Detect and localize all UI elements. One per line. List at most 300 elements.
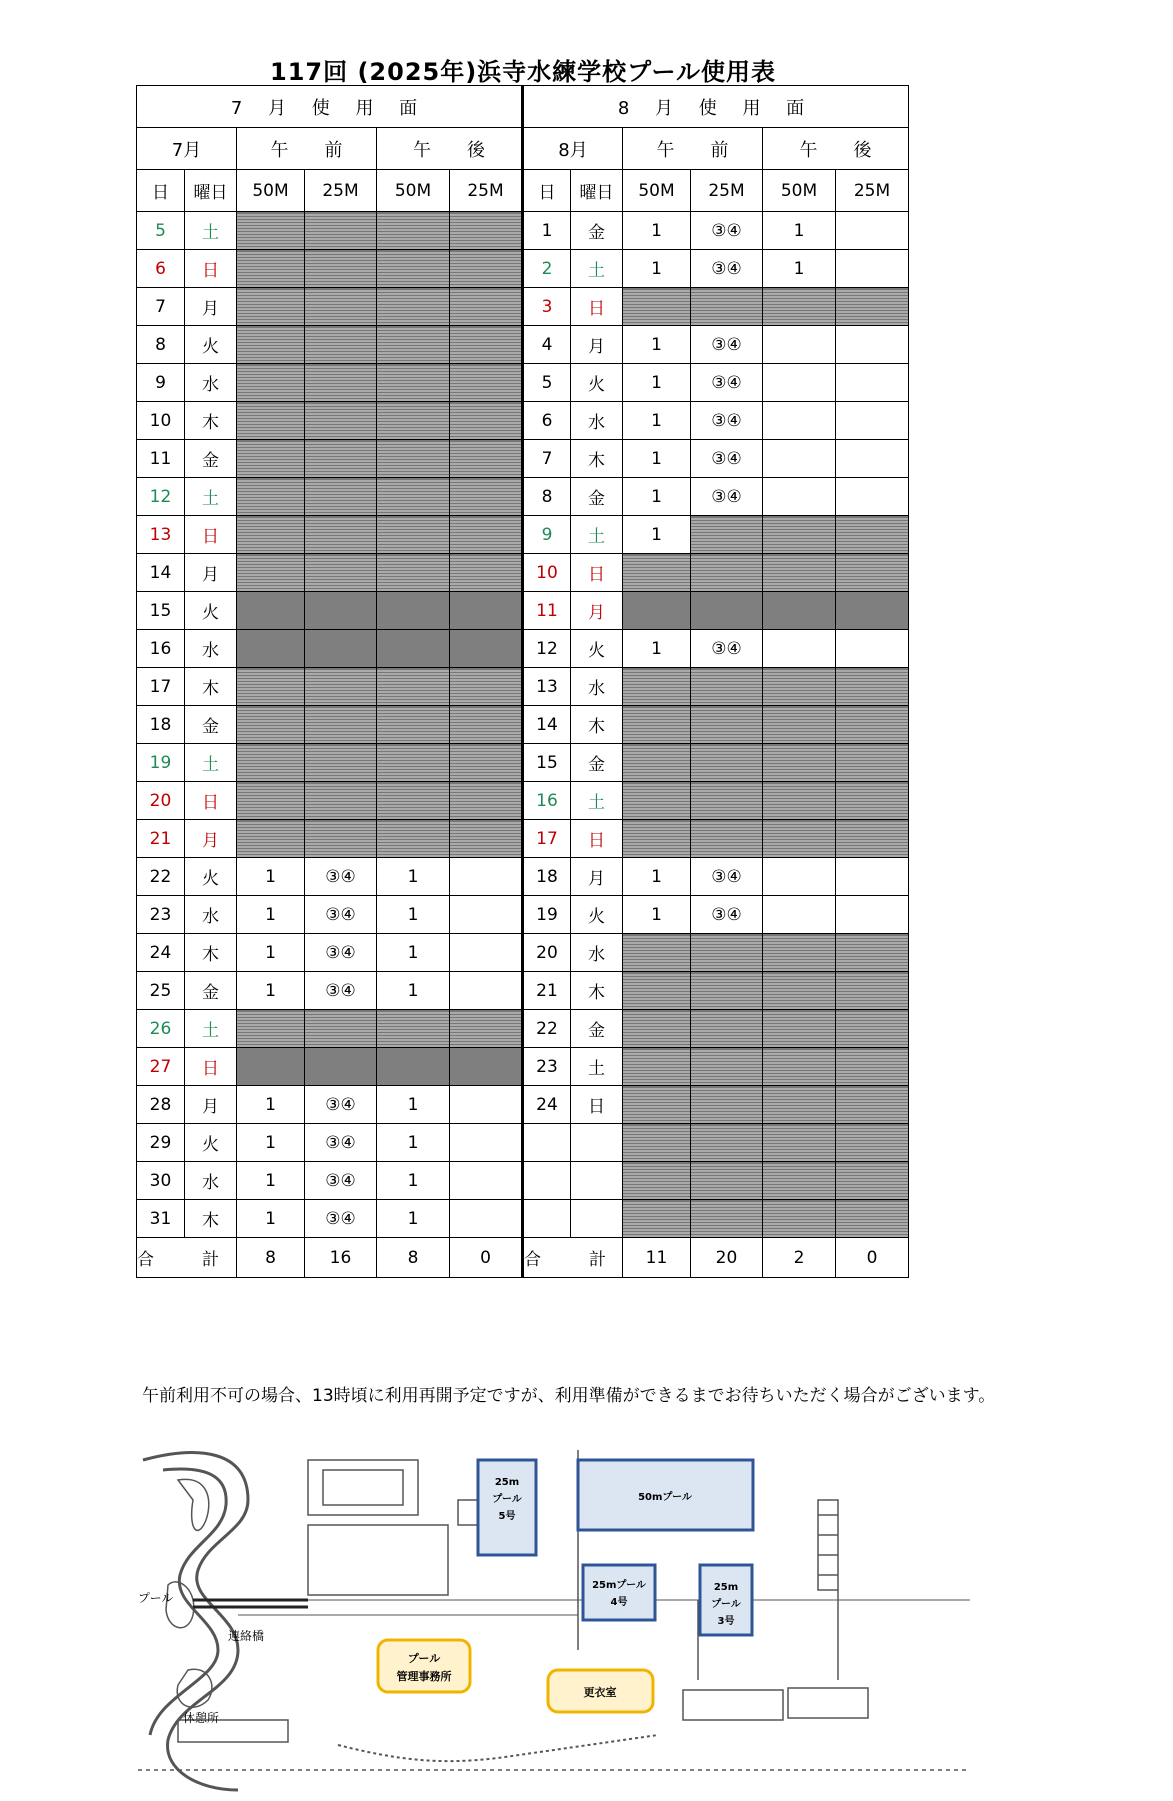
unavailable-cell — [450, 744, 523, 782]
schedule-row — [137, 250, 909, 288]
unavailable-cell — [691, 1010, 763, 1048]
august-weekday: 金 — [571, 478, 623, 516]
august-weekday: 火 — [571, 896, 623, 934]
august-usage-cell: 1 — [623, 402, 691, 440]
august-day: 23 — [523, 1048, 571, 1086]
august-day — [523, 1162, 571, 1200]
unavailable-cell — [623, 744, 691, 782]
unavailable-cell — [305, 478, 377, 516]
unavailable-cell — [836, 1048, 909, 1086]
july-usage-cell: 1 — [237, 972, 305, 1010]
july-day: 25 — [137, 972, 185, 1010]
july-weekday: 土 — [185, 212, 237, 250]
july-day: 26 — [137, 1010, 185, 1048]
totals-label-b: 計 — [589, 1250, 606, 1270]
unavailable-cell — [763, 744, 836, 782]
schedule-row — [137, 782, 909, 820]
unavailable-cell — [237, 516, 305, 554]
unavailable-cell — [623, 1086, 691, 1124]
july-usage-cell: 1 — [377, 858, 450, 896]
july-usage-header: 7 月 使 用 面 — [137, 86, 523, 128]
unavailable-cell — [237, 402, 305, 440]
office-line2: 管理事務所 — [396, 1670, 452, 1683]
unavailable-cell — [377, 212, 450, 250]
unavailable-cell — [691, 744, 763, 782]
july-usage-cell: 1 — [237, 934, 305, 972]
unavailable-cell — [450, 820, 523, 858]
schedule-row — [137, 896, 909, 934]
august-usage-cell: 1 — [623, 896, 691, 934]
july-weekday: 木 — [185, 934, 237, 972]
unavailable-cell — [305, 516, 377, 554]
unavailable-cell — [691, 1086, 763, 1124]
july-weekday: 日 — [185, 516, 237, 554]
schedule-row — [137, 478, 909, 516]
july-weekday: 水 — [185, 1162, 237, 1200]
unavailable-cell — [305, 782, 377, 820]
august-am-header: 午 前 — [623, 128, 763, 170]
july-weekday: 水 — [185, 630, 237, 668]
unavailable-cell — [237, 782, 305, 820]
unavailable-cell — [763, 820, 836, 858]
col-25m-am: 25M — [691, 170, 763, 212]
schedule-row — [137, 364, 909, 402]
schedule-row — [137, 820, 909, 858]
august-weekday: 金 — [571, 1010, 623, 1048]
july-day: 15 — [137, 592, 185, 630]
august-day — [523, 1124, 571, 1162]
closed-cell — [691, 592, 763, 630]
unavailable-cell — [691, 1162, 763, 1200]
august-usage-cell — [836, 402, 909, 440]
closed-cell — [305, 1048, 377, 1086]
august-usage-cell — [836, 896, 909, 934]
closed-cell — [377, 1048, 450, 1086]
unavailable-cell — [237, 250, 305, 288]
august-weekday: 土 — [571, 1048, 623, 1086]
july-day: 21 — [137, 820, 185, 858]
july-total: 8 — [237, 1238, 305, 1278]
unavailable-cell — [305, 820, 377, 858]
august-weekday: 水 — [571, 934, 623, 972]
unavailable-cell — [450, 1010, 523, 1048]
closed-cell — [450, 1048, 523, 1086]
closed-cell — [450, 592, 523, 630]
august-weekday: 日 — [571, 820, 623, 858]
unavailable-cell — [450, 782, 523, 820]
totals-row — [137, 1238, 909, 1278]
august-weekday: 水 — [571, 668, 623, 706]
unavailable-cell — [763, 782, 836, 820]
unavailable-cell — [377, 288, 450, 326]
august-usage-cell — [763, 858, 836, 896]
closed-cell — [305, 592, 377, 630]
schedule-row — [137, 554, 909, 592]
unavailable-cell — [377, 1010, 450, 1048]
unavailable-cell — [237, 440, 305, 478]
august-weekday: 土 — [571, 516, 623, 554]
unavailable-cell — [691, 934, 763, 972]
july-usage-cell: 1 — [377, 1162, 450, 1200]
unavailable-cell — [691, 516, 763, 554]
schedule-row — [137, 402, 909, 440]
august-day: 13 — [523, 668, 571, 706]
unavailable-cell — [836, 744, 909, 782]
july-usage-cell: ③④ — [305, 972, 377, 1010]
unavailable-cell — [691, 782, 763, 820]
unavailable-cell — [305, 1010, 377, 1048]
august-day: 7 — [523, 440, 571, 478]
schedule-row — [137, 1124, 909, 1162]
schedule-row — [137, 744, 909, 782]
august-usage-cell: 1 — [623, 440, 691, 478]
col-50m-am: 50M — [237, 170, 305, 212]
unavailable-cell — [450, 364, 523, 402]
closed-cell — [763, 592, 836, 630]
unavailable-cell — [836, 554, 909, 592]
unavailable-cell — [763, 1162, 836, 1200]
july-usage-cell — [450, 858, 523, 896]
august-usage-cell — [763, 896, 836, 934]
august-day: 15 — [523, 744, 571, 782]
august-weekday: 日 — [571, 288, 623, 326]
july-usage-cell: 1 — [377, 1124, 450, 1162]
july-weekday: 木 — [185, 668, 237, 706]
july-usage-cell — [450, 1124, 523, 1162]
unavailable-cell — [450, 516, 523, 554]
august-usage-cell — [763, 630, 836, 668]
august-usage-cell: 1 — [623, 516, 691, 554]
august-usage-cell: 1 — [623, 212, 691, 250]
august-usage-cell: 1 — [623, 858, 691, 896]
weekday-header: 曜日 — [185, 170, 237, 212]
august-usage-cell: ③④ — [691, 326, 763, 364]
unavailable-cell — [763, 1124, 836, 1162]
august-usage-cell: 1 — [623, 478, 691, 516]
august-usage-cell: ③④ — [691, 896, 763, 934]
schedule-row — [137, 1162, 909, 1200]
august-total: 20 — [691, 1238, 763, 1278]
unavailable-cell — [623, 1200, 691, 1238]
unavailable-cell — [305, 668, 377, 706]
august-weekday: 月 — [571, 592, 623, 630]
july-day: 20 — [137, 782, 185, 820]
unavailable-cell — [763, 1200, 836, 1238]
closed-cell — [237, 1048, 305, 1086]
unavailable-cell — [377, 554, 450, 592]
unavailable-cell — [836, 516, 909, 554]
unavailable-cell — [691, 668, 763, 706]
unavailable-cell — [450, 250, 523, 288]
august-day: 18 — [523, 858, 571, 896]
july-usage-cell: 1 — [377, 934, 450, 972]
july-usage-cell — [450, 934, 523, 972]
july-usage-cell: 1 — [237, 858, 305, 896]
unavailable-cell — [691, 288, 763, 326]
july-usage-cell — [450, 1200, 523, 1238]
august-day: 14 — [523, 706, 571, 744]
schedule-row — [137, 1048, 909, 1086]
august-day: 1 — [523, 212, 571, 250]
august-pm-header: 午 後 — [763, 128, 909, 170]
unavailable-cell — [450, 478, 523, 516]
pool5-line1: 25m — [494, 1477, 520, 1488]
july-total: 0 — [450, 1238, 523, 1278]
schedule-row — [137, 668, 909, 706]
unavailable-cell — [377, 250, 450, 288]
unavailable-cell — [691, 706, 763, 744]
unavailable-cell — [763, 1048, 836, 1086]
schedule-row — [137, 972, 909, 1010]
july-usage-cell: 1 — [377, 1086, 450, 1124]
july-day: 16 — [137, 630, 185, 668]
unavailable-cell — [450, 326, 523, 364]
august-day: 4 — [523, 326, 571, 364]
july-weekday: 金 — [185, 440, 237, 478]
schedule-row — [137, 1200, 909, 1238]
august-usage-cell — [836, 858, 909, 896]
july-weekday: 月 — [185, 288, 237, 326]
august-usage-cell: ③④ — [691, 364, 763, 402]
august-month-label: 8月 — [523, 128, 623, 170]
august-usage-cell — [836, 326, 909, 364]
july-total: 8 — [377, 1238, 450, 1278]
unavailable-cell — [763, 288, 836, 326]
unavailable-cell — [623, 1010, 691, 1048]
unavailable-cell — [836, 1162, 909, 1200]
unavailable-cell — [623, 820, 691, 858]
unavailable-cell — [237, 706, 305, 744]
unavailable-cell — [691, 1048, 763, 1086]
july-day: 17 — [137, 668, 185, 706]
unavailable-cell — [836, 1086, 909, 1124]
unavailable-cell — [691, 972, 763, 1010]
unavailable-cell — [763, 1086, 836, 1124]
unavailable-cell — [450, 706, 523, 744]
day-header: 日 — [523, 170, 571, 212]
unavailable-cell — [836, 820, 909, 858]
august-weekday: 月 — [571, 858, 623, 896]
july-am-header: 午 前 — [237, 128, 377, 170]
col-50m-pm: 50M — [763, 170, 836, 212]
july-day: 8 — [137, 326, 185, 364]
unavailable-cell — [377, 516, 450, 554]
unavailable-cell — [305, 250, 377, 288]
schedule-row — [137, 706, 909, 744]
august-usage-cell — [763, 440, 836, 478]
schedule-row — [137, 1086, 909, 1124]
july-usage-cell: ③④ — [305, 1200, 377, 1238]
unavailable-cell — [305, 554, 377, 592]
unavailable-cell — [836, 1010, 909, 1048]
july-day: 9 — [137, 364, 185, 402]
schedule-row — [137, 516, 909, 554]
pool4-line2: 4号 — [610, 1597, 628, 1608]
day-header: 日 — [137, 170, 185, 212]
july-day: 31 — [137, 1200, 185, 1238]
unavailable-cell — [237, 212, 305, 250]
july-usage-cell: ③④ — [305, 896, 377, 934]
july-weekday: 木 — [185, 1200, 237, 1238]
totals-label-a: 合 — [137, 1250, 154, 1270]
schedule-row — [137, 212, 909, 250]
unavailable-cell — [763, 668, 836, 706]
unavailable-cell — [305, 326, 377, 364]
july-weekday: 火 — [185, 858, 237, 896]
july-usage-cell: 1 — [377, 1200, 450, 1238]
unavailable-cell — [450, 288, 523, 326]
july-weekday: 土 — [185, 478, 237, 516]
july-weekday: 日 — [185, 782, 237, 820]
august-weekday: 水 — [571, 402, 623, 440]
august-day: 20 — [523, 934, 571, 972]
august-usage-cell — [763, 478, 836, 516]
col-50m-am: 50M — [623, 170, 691, 212]
august-total: 0 — [836, 1238, 909, 1278]
closed-cell — [377, 630, 450, 668]
totals-label-b: 計 — [202, 1250, 219, 1270]
unavailable-cell — [836, 668, 909, 706]
pool4-line1: 25mプール — [592, 1580, 646, 1591]
unavailable-cell — [623, 1162, 691, 1200]
unavailable-cell — [763, 706, 836, 744]
july-weekday: 金 — [185, 706, 237, 744]
august-usage-cell — [763, 326, 836, 364]
unavailable-cell — [305, 288, 377, 326]
unavailable-cell — [836, 972, 909, 1010]
july-weekday: 水 — [185, 896, 237, 934]
pool3-line3: 3号 — [717, 1616, 735, 1627]
july-pm-header: 午 後 — [377, 128, 523, 170]
closed-cell — [237, 592, 305, 630]
july-weekday: 火 — [185, 592, 237, 630]
august-usage-cell: ③④ — [691, 440, 763, 478]
totals-label-a: 合 — [524, 1250, 541, 1270]
july-day: 13 — [137, 516, 185, 554]
july-weekday: 月 — [185, 1086, 237, 1124]
closed-cell — [450, 630, 523, 668]
july-weekday: 日 — [185, 1048, 237, 1086]
unavailable-cell — [836, 1124, 909, 1162]
august-day: 5 — [523, 364, 571, 402]
august-usage-cell: 1 — [623, 630, 691, 668]
august-day: 6 — [523, 402, 571, 440]
unavailable-cell — [763, 554, 836, 592]
august-day: 8 — [523, 478, 571, 516]
july-day: 27 — [137, 1048, 185, 1086]
unavailable-cell — [377, 782, 450, 820]
closed-cell — [836, 592, 909, 630]
unavailable-cell — [623, 1124, 691, 1162]
unavailable-cell — [237, 364, 305, 402]
unavailable-cell — [836, 288, 909, 326]
august-weekday — [571, 1162, 623, 1200]
unavailable-cell — [450, 668, 523, 706]
july-day: 7 — [137, 288, 185, 326]
unavailable-cell — [836, 934, 909, 972]
august-total: 11 — [623, 1238, 691, 1278]
july-day: 14 — [137, 554, 185, 592]
august-usage-cell — [836, 364, 909, 402]
july-usage-cell: ③④ — [305, 934, 377, 972]
august-usage-cell — [836, 440, 909, 478]
july-weekday: 火 — [185, 326, 237, 364]
august-usage-cell: ③④ — [691, 630, 763, 668]
unavailable-cell — [763, 934, 836, 972]
unavailable-cell — [623, 668, 691, 706]
unavailable-cell — [305, 212, 377, 250]
august-weekday: 金 — [571, 744, 623, 782]
july-weekday: 木 — [185, 402, 237, 440]
august-usage-cell: ③④ — [691, 250, 763, 288]
august-weekday — [571, 1200, 623, 1238]
totals-label — [137, 1238, 237, 1278]
unavailable-cell — [691, 1124, 763, 1162]
unavailable-cell — [377, 668, 450, 706]
unavailable-cell — [450, 402, 523, 440]
unavailable-cell — [836, 1200, 909, 1238]
july-day: 6 — [137, 250, 185, 288]
unavailable-cell — [623, 288, 691, 326]
unavailable-cell — [623, 972, 691, 1010]
july-usage-cell — [450, 1162, 523, 1200]
facility-map — [138, 1440, 970, 1795]
col-25m-pm: 25M — [836, 170, 909, 212]
unavailable-cell — [377, 326, 450, 364]
july-usage-cell: 1 — [377, 896, 450, 934]
august-weekday: 木 — [571, 972, 623, 1010]
july-day: 5 — [137, 212, 185, 250]
schedule-row — [137, 592, 909, 630]
july-usage-cell: ③④ — [305, 858, 377, 896]
unavailable-cell — [237, 554, 305, 592]
august-weekday: 木 — [571, 706, 623, 744]
pool-usage-table — [136, 85, 909, 1278]
august-weekday: 月 — [571, 326, 623, 364]
august-total: 2 — [763, 1238, 836, 1278]
unavailable-cell — [763, 1010, 836, 1048]
col-50m-pm: 50M — [377, 170, 450, 212]
pool5-line3: 5号 — [498, 1511, 516, 1522]
pool3-line1: 25m — [713, 1582, 739, 1593]
july-weekday: 土 — [185, 1010, 237, 1048]
july-usage-cell: 1 — [237, 1086, 305, 1124]
unavailable-cell — [237, 478, 305, 516]
schedule-row — [137, 630, 909, 668]
august-weekday — [571, 1124, 623, 1162]
unavailable-cell — [305, 706, 377, 744]
july-weekday: 月 — [185, 820, 237, 858]
august-weekday: 金 — [571, 212, 623, 250]
august-usage-cell — [836, 630, 909, 668]
august-weekday: 土 — [571, 782, 623, 820]
unavailable-cell — [836, 706, 909, 744]
unavailable-cell — [377, 440, 450, 478]
july-weekday: 月 — [185, 554, 237, 592]
july-usage-cell — [450, 896, 523, 934]
july-usage-cell: ③④ — [305, 1162, 377, 1200]
office-line1: プール — [407, 1652, 441, 1665]
august-weekday: 日 — [571, 1086, 623, 1124]
unavailable-cell — [691, 1200, 763, 1238]
july-day: 24 — [137, 934, 185, 972]
july-usage-cell: ③④ — [305, 1086, 377, 1124]
july-weekday: 金 — [185, 972, 237, 1010]
july-day: 30 — [137, 1162, 185, 1200]
unavailable-cell — [377, 364, 450, 402]
july-weekday: 土 — [185, 744, 237, 782]
unavailable-cell — [450, 554, 523, 592]
